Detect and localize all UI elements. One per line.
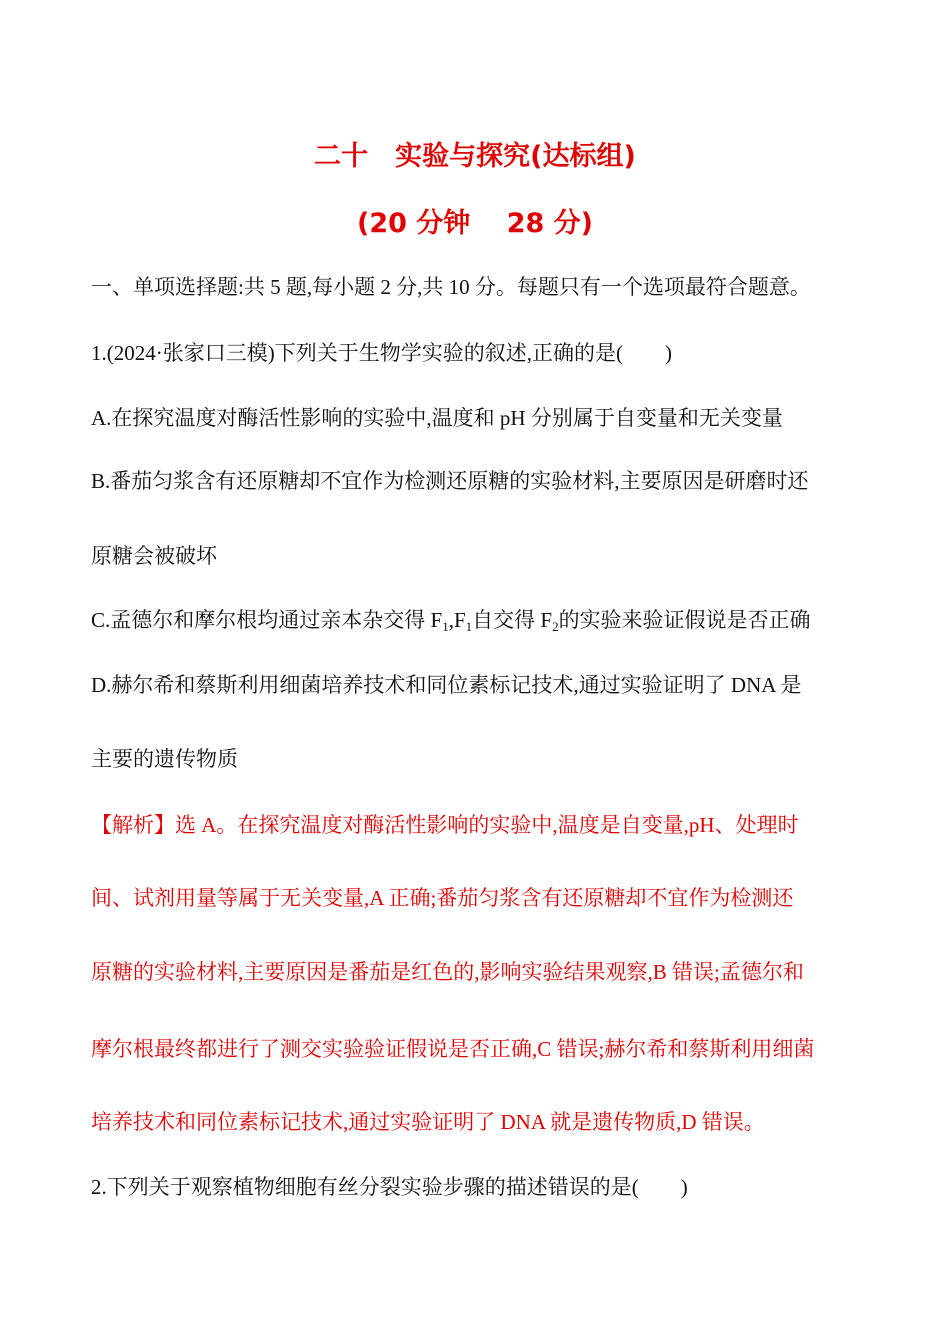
question-1-option-d-cont: 主要的遗传物质 <box>91 747 238 771</box>
question-1-stem: 1.(2024·张家口三模)下列关于生物学实验的叙述,正确的是( ) <box>91 341 672 365</box>
question-1-option-a: A.在探究温度对酶活性影响的实验中,温度和 pH 分别属于自变量和无关变量 <box>91 406 783 430</box>
subscript: 1 <box>442 619 449 634</box>
option-c-part: ,F <box>448 608 466 632</box>
option-c-part: C.孟德尔和摩尔根均通过亲本杂交得 F <box>91 608 443 632</box>
page-subtitle: (20 分钟 28 分) <box>356 208 594 239</box>
question-1-option-d: D.赫尔希和蔡斯利用细菌培养技术和同位素标记技术,通过实验证明了 DNA 是 <box>91 673 802 697</box>
analysis-line: 原糖的实验材料,主要原因是番茄是红色的,影响实验结果观察,B 错误;孟德尔和 <box>91 960 804 984</box>
option-c-part: 自交得 F <box>472 608 553 632</box>
analysis-line: 摩尔根最终都进行了测交实验验证假说是否正确,C 错误;赫尔希和蔡斯利用细菌 <box>91 1037 815 1061</box>
analysis-line: 培养技术和同位素标记技术,通过实验证明了 DNA 就是遗传物质,D 错误。 <box>91 1110 765 1134</box>
subscript: 2 <box>552 619 559 634</box>
subscript: 1 <box>465 619 473 634</box>
analysis-line: 【解析】选 A。在探究温度对酶活性影响的实验中,温度是自变量,pH、处理时 <box>91 813 799 837</box>
question-1-option-b-cont: 原糖会被破坏 <box>91 544 217 568</box>
section-heading: 一、单项选择题:共 5 题,每小题 2 分,共 10 分。每题只有一个选项最符合题意。 <box>91 275 811 299</box>
question-1-option-b: B.番茄匀浆含有还原糖却不宜作为检测还原糖的实验材料,主要原因是研磨时还 <box>91 469 809 493</box>
option-c-part: 的实验来验证假说是否正确 <box>558 608 811 632</box>
question-2-stem: 2.下列关于观察植物细胞有丝分裂实验步骤的描述错误的是( ) <box>91 1175 688 1199</box>
question-1-option-c <box>91 605 871 635</box>
page-title: 二十 实验与探究(达标组) <box>314 141 636 172</box>
analysis-line: 间、试剂用量等属于无关变量,A 正确;番茄匀浆含有还原糖却不宜作为检测还 <box>91 886 794 910</box>
